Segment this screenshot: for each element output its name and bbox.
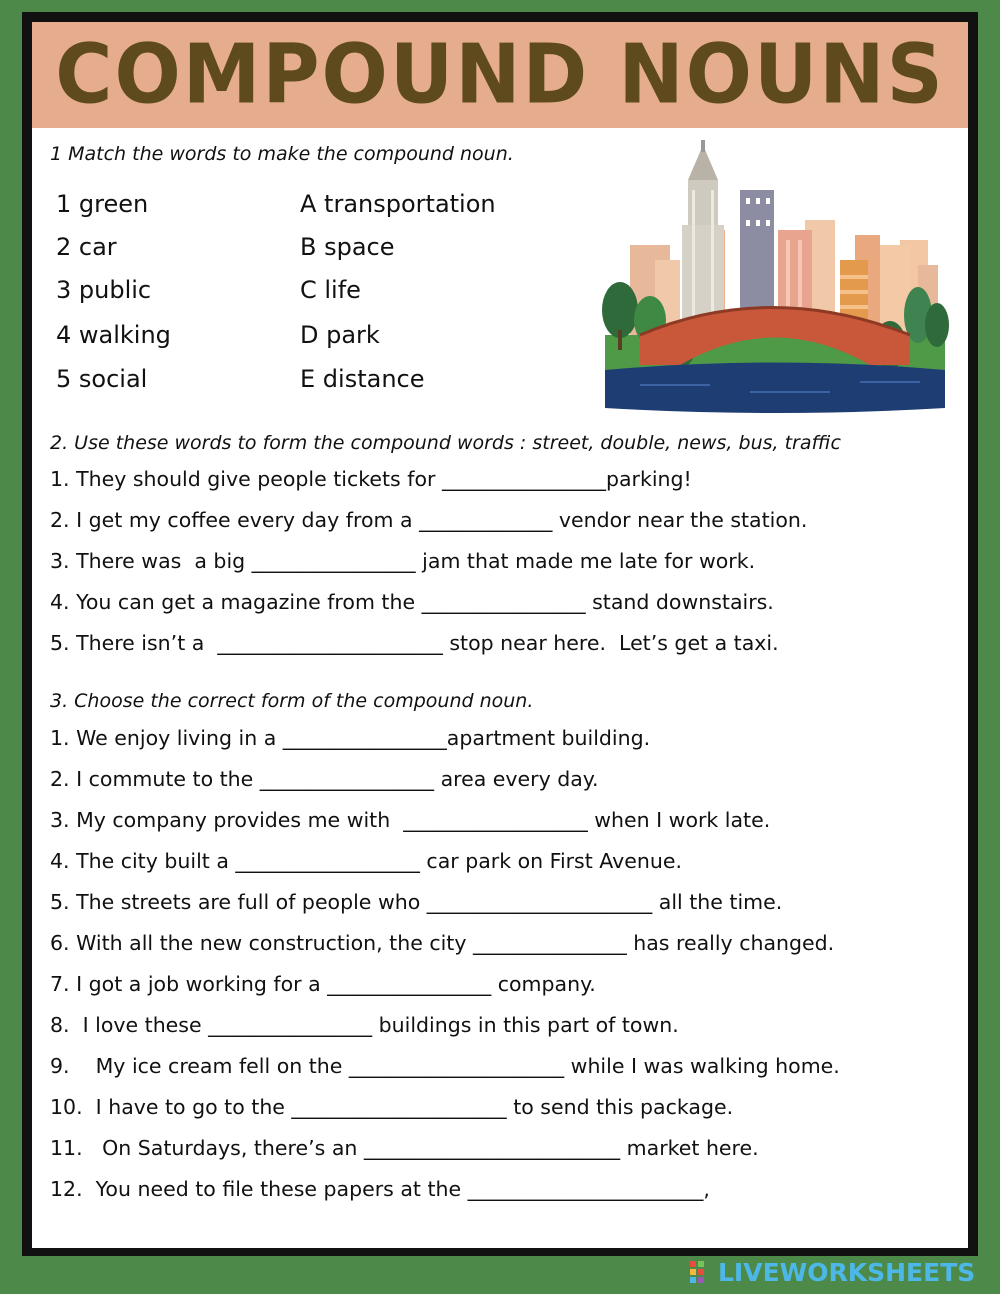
match-left-item: 3 public [56,276,152,304]
match-left-item: 5 social [56,365,148,393]
section3-sentence: 12. You need to file these papers at the _______________________, [50,1177,710,1201]
logo-text: LIVEWORKSHEETS [718,1257,976,1287]
section3-sentence: 4. The city built a __________________ car park on First Avenue. [50,849,682,873]
section2-sentence: 4. You can get a magazine from the ________________ stand downstairs. [50,590,774,614]
section3-sentence: 5. The streets are full of people who ______________________ all the time. [50,890,783,914]
section3-sentence: 8. I love these ________________ buildings in this part of town. [50,1013,679,1037]
section3-sentence: 2. I commute to the _________________ area every day. [50,767,599,791]
match-right-item: B space [300,233,395,261]
section3-instruction: 3. Choose the correct form of the compound noun. [50,690,534,712]
section2-sentence: 3. There was a big ________________ jam that made me late for work. [50,549,756,573]
title-band [32,22,968,128]
section1-instruction: 1 Match the words to make the compound noun. [50,143,514,165]
page-title: COMPOUND NOUNS [55,27,945,123]
section2-sentence: 1. They should give people tickets for ________________parking! [50,467,692,491]
city-park-illustration [600,140,950,415]
match-left-item: 1 green [56,190,149,218]
section3-sentence: 1. We enjoy living in a ________________apartment building. [50,726,651,750]
section3-sentence: 6. With all the new construction, the city _______________ has really changed. [50,931,835,955]
match-left-item: 2 car [56,233,117,261]
section3-sentence: 7. I got a job working for a ________________ company. [50,972,596,996]
section2-sentence: 2. I get my coffee every day from a _____________ vendor near the station. [50,508,808,532]
section3-sentence: 11. On Saturdays, there’s an _________________________ market here. [50,1136,759,1160]
logo-squares-icon [690,1261,712,1283]
match-left-item: 4 walking [56,321,171,349]
section2-sentence: 5. There isn’t a ______________________ stop near here. Let’s get a taxi. [50,631,779,655]
section3-sentence: 9. My ice cream fell on the _____________________ while I was walking home. [50,1054,840,1078]
liveworksheets-logo[interactable] [690,1257,975,1287]
section3-sentence: 10. I have to go to the _____________________ to send this package. [50,1095,734,1119]
match-right-item: E distance [300,365,425,393]
match-right-item: A transportation [300,190,496,218]
match-right-item: C life [300,276,361,304]
match-right-item: D park [300,321,380,349]
section2-instruction: 2. Use these words to form the compound words : street, double, news, bus, traffic [50,432,841,454]
section3-sentence: 3. My company provides me with __________________ when I work late. [50,808,771,832]
